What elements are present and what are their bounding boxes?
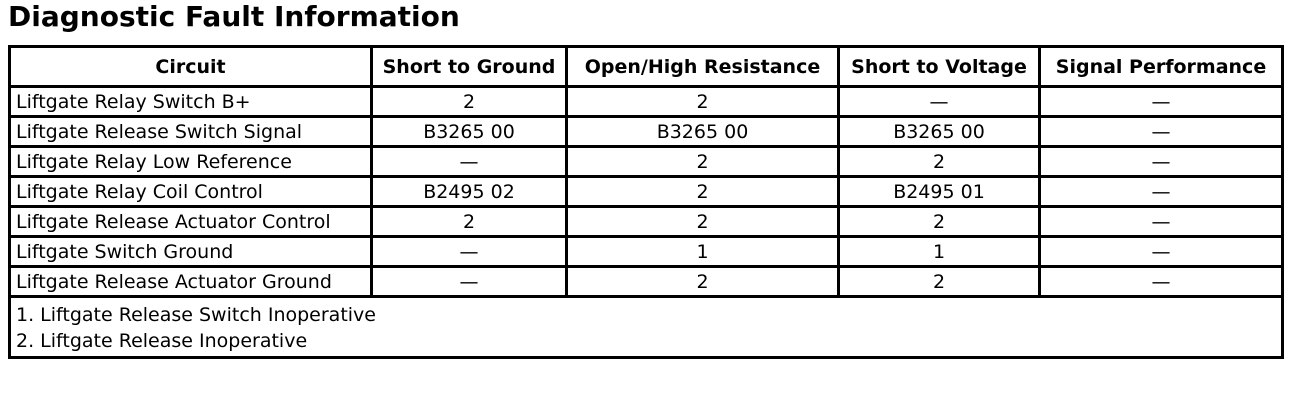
short-to-voltage-cell: — <box>839 87 1040 117</box>
short-to-ground-cell: — <box>372 237 567 267</box>
short-to-ground-cell: 2 <box>372 87 567 117</box>
short-to-ground-cell: B2495 02 <box>372 177 567 207</box>
table-row <box>10 117 1283 147</box>
note-1: 1. Liftgate Release Switch Inoperative <box>16 304 376 326</box>
short-to-ground-cell: — <box>372 267 567 297</box>
signal-performance-cell: — <box>1040 147 1283 177</box>
signal-performance-cell: — <box>1040 87 1283 117</box>
header-signal-performance: Signal Performance <box>1040 47 1283 87</box>
short-to-voltage-cell: B2495 01 <box>839 177 1040 207</box>
table-row <box>10 87 1283 117</box>
header-short-to-voltage: Short to Voltage <box>839 47 1040 87</box>
short-to-ground-cell: — <box>372 147 567 177</box>
circuit-cell: Liftgate Release Actuator Control <box>10 207 372 237</box>
header-open-high-resistance: Open/High Resistance <box>567 47 839 87</box>
header-short-to-ground: Short to Ground <box>372 47 567 87</box>
open-high-resistance-cell: 2 <box>567 177 839 207</box>
circuit-cell: Liftgate Release Switch Signal <box>10 117 372 147</box>
open-high-resistance-cell: 2 <box>567 267 839 297</box>
signal-performance-cell: — <box>1040 267 1283 297</box>
signal-performance-cell: — <box>1040 177 1283 207</box>
fault-table <box>8 45 1284 359</box>
circuit-cell: Liftgate Switch Ground <box>10 237 372 267</box>
short-to-voltage-cell: 2 <box>839 147 1040 177</box>
open-high-resistance-cell: 2 <box>567 147 839 177</box>
table-row <box>10 207 1283 237</box>
notes-cell <box>10 297 1283 358</box>
notes-row <box>10 297 1283 358</box>
circuit-cell: Liftgate Release Actuator Ground <box>10 267 372 297</box>
short-to-ground-cell: B3265 00 <box>372 117 567 147</box>
page-title: Diagnostic Fault Information <box>8 0 460 33</box>
table-row <box>10 177 1283 207</box>
circuit-cell: Liftgate Relay Low Reference <box>10 147 372 177</box>
signal-performance-cell: — <box>1040 237 1283 267</box>
short-to-voltage-cell: 2 <box>839 207 1040 237</box>
circuit-cell: Liftgate Relay Switch B+ <box>10 87 372 117</box>
short-to-voltage-cell: B3265 00 <box>839 117 1040 147</box>
open-high-resistance-cell: 2 <box>567 207 839 237</box>
circuit-cell: Liftgate Relay Coil Control <box>10 177 372 207</box>
header-circuit: Circuit <box>10 47 372 87</box>
signal-performance-cell: — <box>1040 117 1283 147</box>
table-header-row <box>10 47 1283 87</box>
table-row <box>10 147 1283 177</box>
table-row <box>10 267 1283 297</box>
note-2: 2. Liftgate Release Inoperative <box>16 330 308 352</box>
open-high-resistance-cell: B3265 00 <box>567 117 839 147</box>
open-high-resistance-cell: 1 <box>567 237 839 267</box>
short-to-ground-cell: 2 <box>372 207 567 237</box>
signal-performance-cell: — <box>1040 207 1283 237</box>
short-to-voltage-cell: 2 <box>839 267 1040 297</box>
table-row <box>10 237 1283 267</box>
open-high-resistance-cell: 2 <box>567 87 839 117</box>
short-to-voltage-cell: 1 <box>839 237 1040 267</box>
